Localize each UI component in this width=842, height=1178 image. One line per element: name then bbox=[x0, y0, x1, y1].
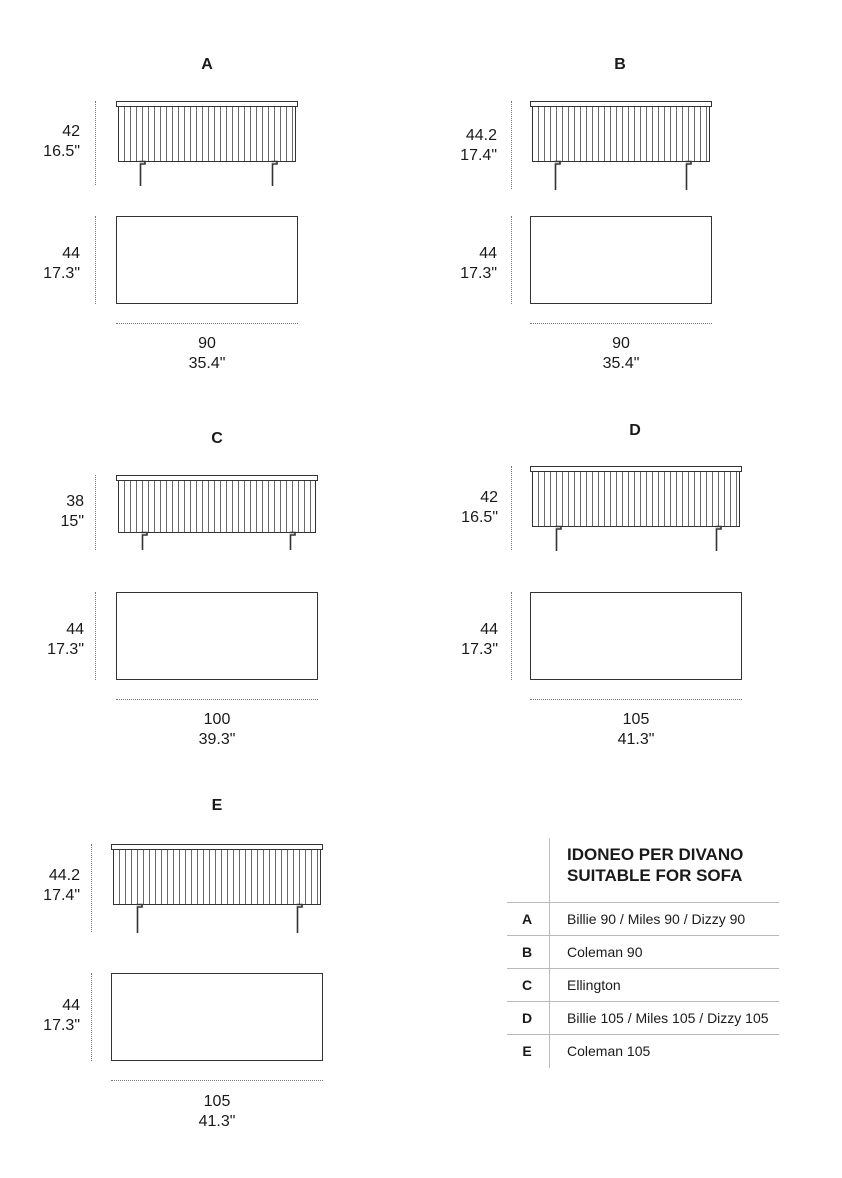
height-dimension bbox=[437, 126, 497, 166]
width-cm: 105 bbox=[622, 711, 650, 728]
width-cm: 105 bbox=[203, 1093, 231, 1110]
width-dimension bbox=[586, 710, 686, 750]
width-dimension-line bbox=[530, 699, 742, 700]
leg bbox=[137, 905, 143, 934]
height-in: 16.5" bbox=[43, 143, 80, 160]
cabinet-body bbox=[114, 850, 321, 905]
sideboard-elevation bbox=[111, 844, 324, 934]
depth-dimension bbox=[20, 996, 80, 1036]
row-value: Coleman 105 bbox=[567, 1043, 651, 1059]
table-row bbox=[507, 968, 779, 1001]
row-value: Ellington bbox=[567, 977, 621, 993]
depth-dimension-line bbox=[511, 216, 512, 304]
depth-dimension-line bbox=[91, 973, 92, 1061]
width-in: 41.3" bbox=[198, 1113, 236, 1130]
variant-label: B bbox=[614, 56, 626, 73]
width-in: 35.4" bbox=[188, 355, 226, 372]
sideboard-plan-view bbox=[116, 592, 318, 680]
height-dimension-line bbox=[511, 101, 512, 189]
variant-label: A bbox=[201, 56, 213, 73]
depth-dimension-line bbox=[95, 216, 96, 304]
cabinet-body bbox=[119, 481, 316, 533]
leg bbox=[555, 162, 561, 191]
leg bbox=[142, 533, 148, 551]
depth-dimension bbox=[20, 244, 80, 284]
row-value: Billie 90 / Miles 90 / Dizzy 90 bbox=[567, 911, 746, 927]
leg bbox=[686, 162, 692, 191]
sideboard-plan-view bbox=[530, 216, 712, 304]
depth-dimension bbox=[438, 620, 498, 660]
height-dimension-line bbox=[511, 466, 512, 550]
sideboard-elevation bbox=[530, 101, 713, 191]
heading-italian: IDONEO PER DIVANO bbox=[567, 845, 744, 864]
height-in: 17.4" bbox=[43, 887, 80, 904]
row-key: D bbox=[521, 1010, 533, 1026]
width-dimension-line bbox=[111, 1080, 323, 1081]
depth-in: 17.3" bbox=[460, 265, 497, 282]
depth-dimension-line bbox=[95, 592, 96, 680]
width-cm: 90 bbox=[612, 335, 630, 352]
leg bbox=[716, 527, 722, 552]
depth-cm: 44 bbox=[480, 621, 498, 638]
leg bbox=[556, 527, 562, 552]
width-dimension-line bbox=[530, 323, 712, 324]
width-in: 39.3" bbox=[198, 731, 236, 748]
width-dimension bbox=[167, 1092, 267, 1132]
depth-in: 17.3" bbox=[43, 1017, 80, 1034]
width-cm: 90 bbox=[198, 335, 216, 352]
height-dimension-line bbox=[95, 475, 96, 550]
depth-dimension bbox=[24, 620, 84, 660]
depth-in: 17.3" bbox=[47, 641, 84, 658]
top-panel bbox=[117, 476, 318, 481]
height-dimension bbox=[20, 122, 80, 162]
width-dimension-line bbox=[116, 323, 298, 324]
height-in: 17.4" bbox=[460, 147, 497, 164]
depth-cm: 44 bbox=[479, 245, 497, 262]
width-dimension-line bbox=[116, 699, 318, 700]
sideboard-elevation bbox=[530, 466, 743, 552]
row-key: B bbox=[521, 944, 533, 960]
row-value: Coleman 90 bbox=[567, 944, 643, 960]
sideboard-elevation bbox=[116, 475, 319, 551]
sideboard-plan-view bbox=[530, 592, 742, 680]
height-dimension bbox=[438, 488, 498, 528]
sideboard-elevation bbox=[116, 101, 299, 187]
depth-in: 17.3" bbox=[461, 641, 498, 658]
depth-in: 17.3" bbox=[43, 265, 80, 282]
height-dimension bbox=[24, 492, 84, 532]
height-dimension-line bbox=[91, 844, 92, 932]
leg bbox=[272, 162, 278, 187]
variant-label: E bbox=[211, 797, 223, 814]
width-cm: 100 bbox=[203, 711, 231, 728]
cabinet-body bbox=[533, 107, 710, 162]
depth-dimension bbox=[437, 244, 497, 284]
sideboard-plan-view bbox=[111, 973, 323, 1061]
height-in: 16.5" bbox=[461, 509, 498, 526]
variant-label: C bbox=[211, 430, 223, 447]
table-row bbox=[507, 1034, 779, 1067]
height-cm: 38 bbox=[66, 493, 84, 510]
height-cm: 42 bbox=[480, 489, 498, 506]
height-cm: 44.2 bbox=[48, 867, 80, 884]
cabinet-body bbox=[119, 107, 296, 162]
row-value: Billie 105 / Miles 105 / Dizzy 105 bbox=[567, 1010, 769, 1026]
depth-dimension-line bbox=[511, 592, 512, 680]
width-in: 35.4" bbox=[602, 355, 640, 372]
top-panel bbox=[531, 467, 742, 472]
table-row bbox=[507, 902, 779, 935]
height-cm: 44.2 bbox=[465, 127, 497, 144]
depth-cm: 44 bbox=[62, 997, 80, 1014]
heading-english: SUITABLE FOR SOFA bbox=[567, 866, 743, 885]
width-dimension bbox=[571, 334, 671, 374]
width-dimension bbox=[167, 710, 267, 750]
top-panel bbox=[112, 845, 323, 850]
variant-label: D bbox=[629, 422, 641, 439]
height-dimension-line bbox=[95, 101, 96, 185]
cabinet-body bbox=[533, 472, 740, 527]
depth-cm: 44 bbox=[66, 621, 84, 638]
height-cm: 42 bbox=[62, 123, 80, 140]
top-panel bbox=[117, 102, 298, 107]
table-heading bbox=[567, 844, 743, 886]
table-row bbox=[507, 935, 779, 968]
sideboard-plan-view bbox=[116, 216, 298, 304]
depth-cm: 44 bbox=[62, 245, 80, 262]
leg bbox=[140, 162, 146, 187]
row-key: A bbox=[521, 911, 533, 927]
leg bbox=[297, 905, 303, 934]
leg bbox=[290, 533, 296, 551]
top-panel bbox=[531, 102, 712, 107]
width-in: 41.3" bbox=[617, 731, 655, 748]
row-key: C bbox=[521, 977, 533, 993]
height-dimension bbox=[20, 866, 80, 906]
table-row bbox=[507, 1001, 779, 1034]
row-key: E bbox=[522, 1043, 532, 1059]
width-dimension bbox=[157, 334, 257, 374]
height-in: 15" bbox=[60, 513, 84, 530]
